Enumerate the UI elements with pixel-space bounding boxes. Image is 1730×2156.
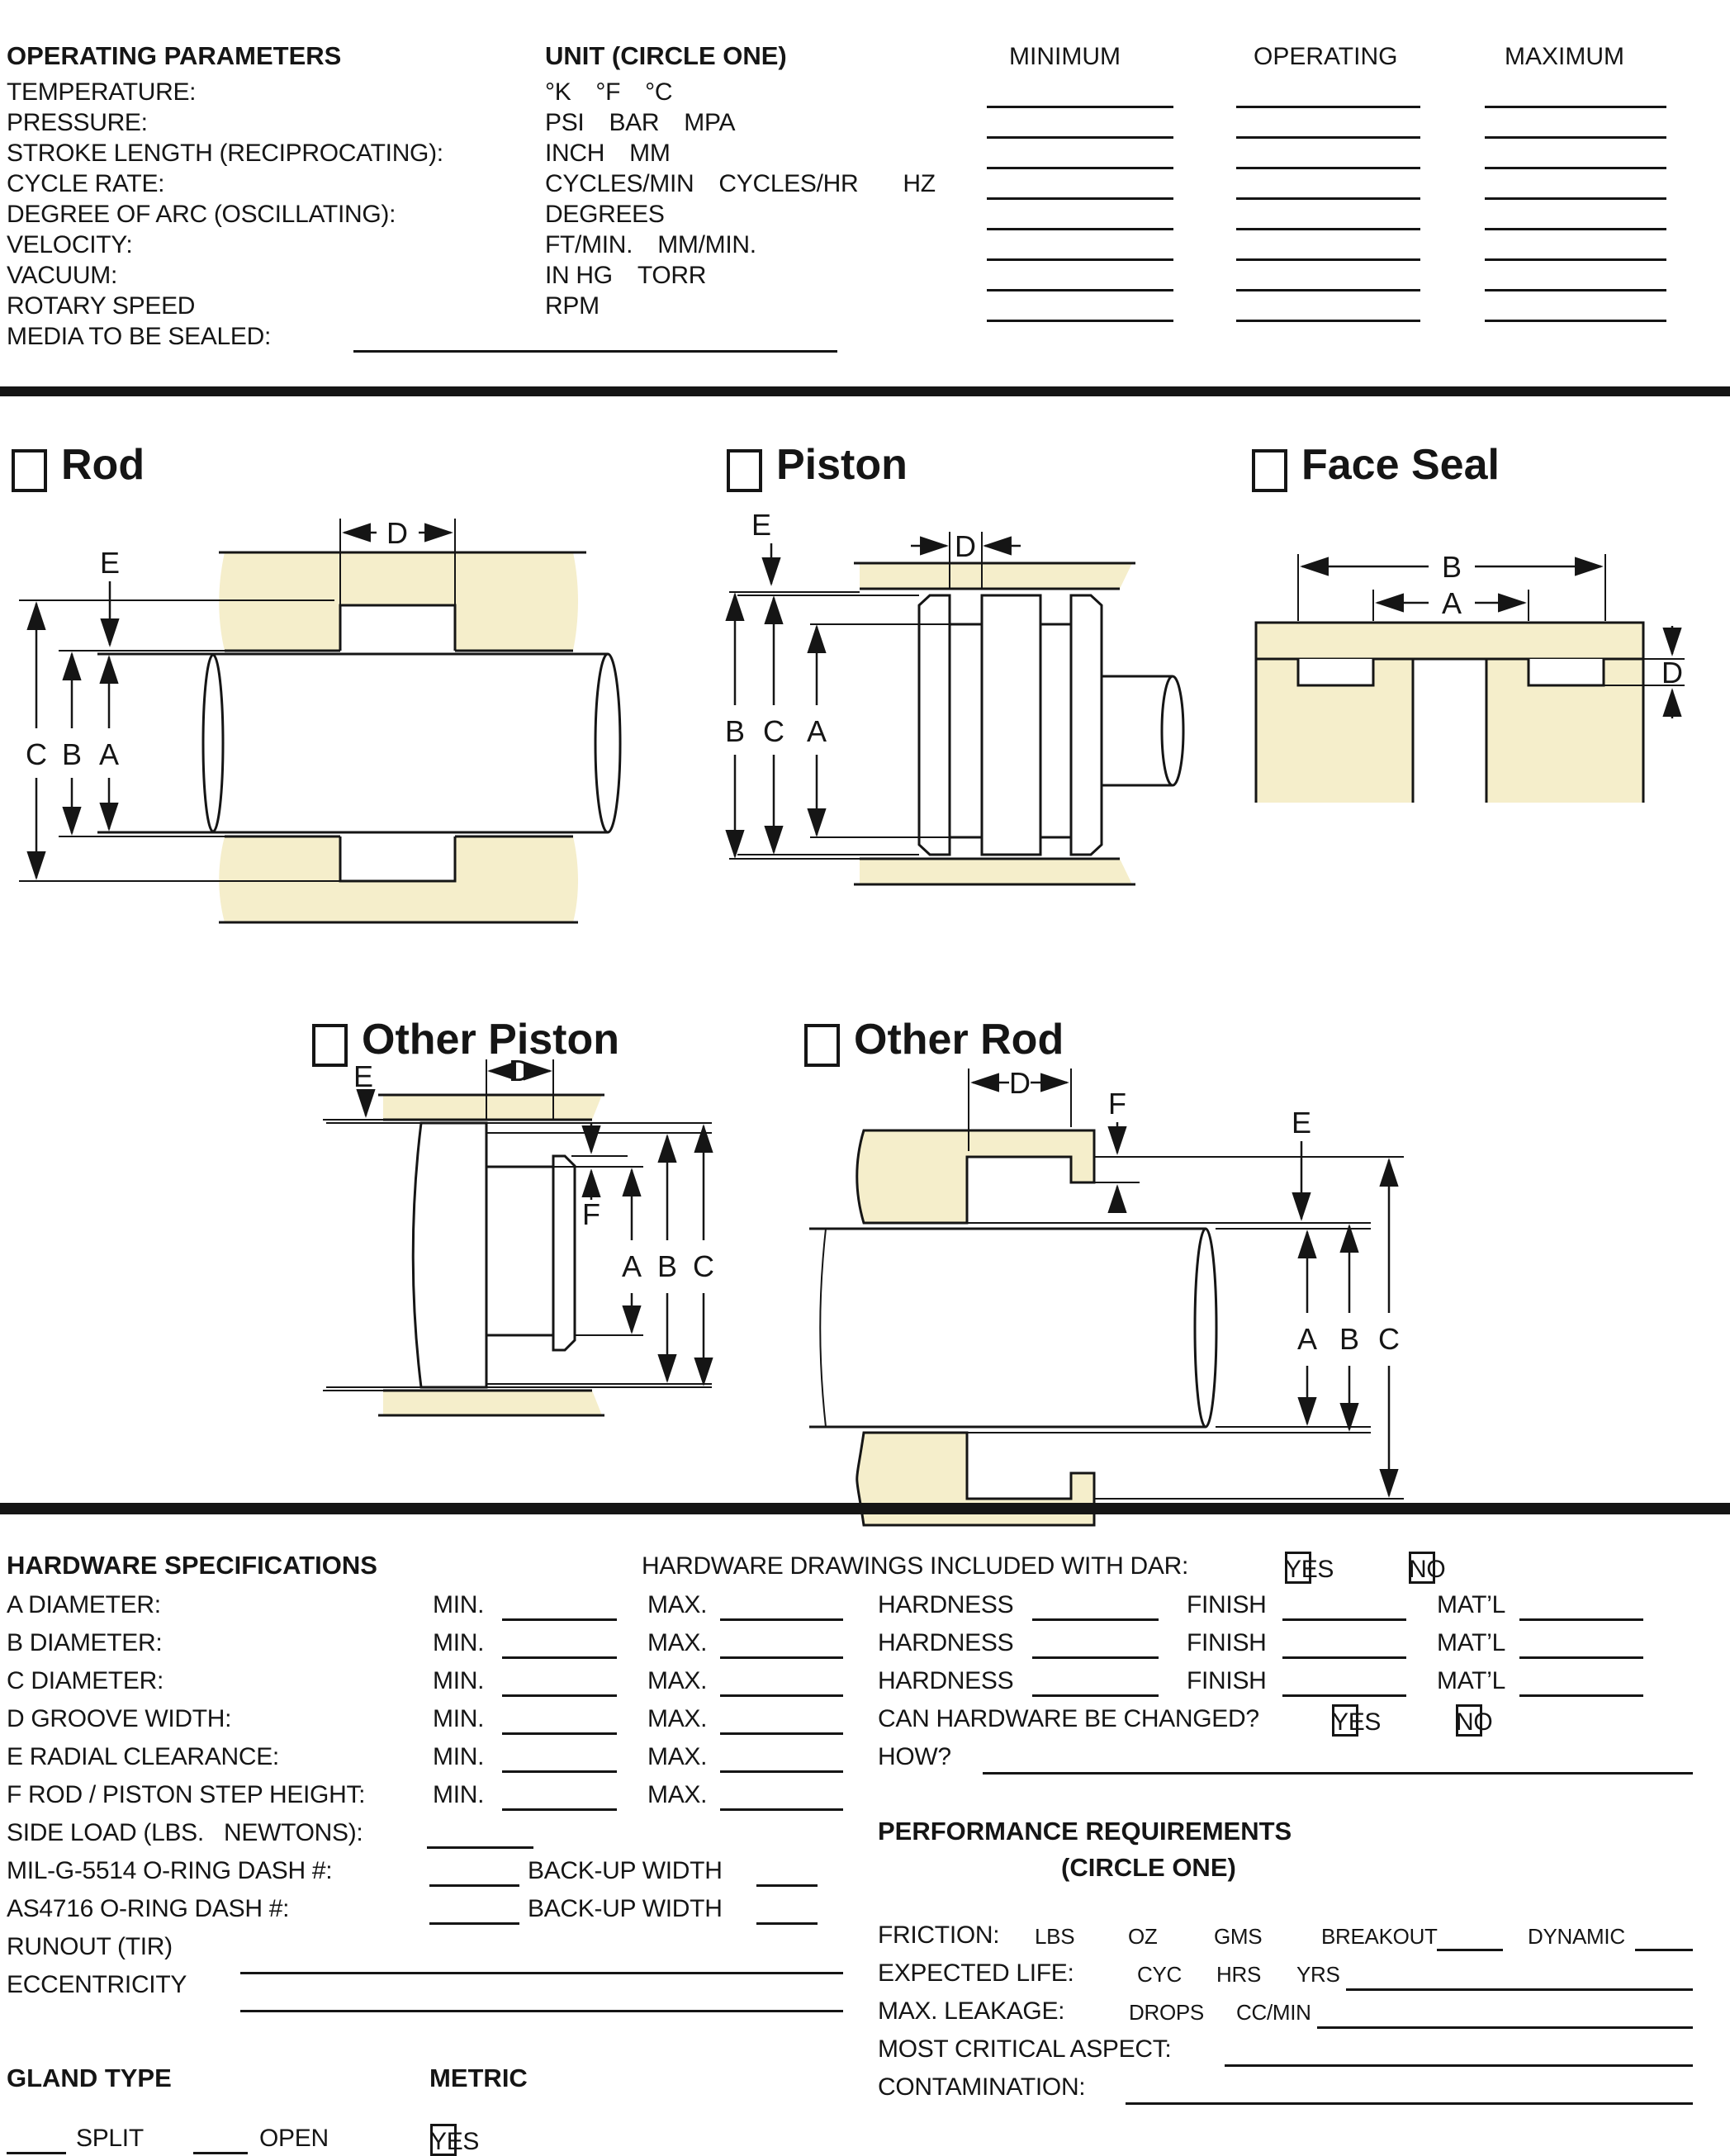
maximum-header: MAXIMUM [1505,43,1624,70]
param-label: PRESSURE: [7,109,148,136]
face-seal-dim-d: D [1661,656,1683,689]
min-label: MIN. [433,1667,485,1694]
change-yes-label: YES [1332,1708,1382,1736]
circle-one-subtitle: (CIRCLE ONE) [1061,1853,1236,1882]
param-row-media [0,321,1730,351]
matl-blank[interactable] [1519,1594,1643,1621]
other-piston-dim-e: E [353,1059,374,1093]
spec-row-f-step-height [0,1779,1730,1809]
spec-label: D GROOVE WIDTH: [7,1705,232,1732]
max-leakage-row [0,1996,1730,2026]
param-label: CYCLE RATE: [7,170,165,197]
breakout-blank[interactable] [1437,1924,1503,1951]
spec-label: F ROD / PISTON STEP HEIGHT: [7,1781,366,1808]
unit-option[interactable]: °K [545,78,571,106]
other-piston-heading: Other Piston [362,1016,620,1064]
eccentricity-label: ECCENTRICITY [7,1971,187,1998]
hardware-title: HARDWARE SPECIFICATIONS [7,1551,377,1580]
other-piston-dim-f: F [582,1197,600,1231]
as-oring-row [0,1893,1730,1923]
operating-blank[interactable] [1236,142,1420,169]
life-unit-hrs[interactable]: HRS [1216,1962,1261,1987]
other-rod-dim-f: F [1108,1087,1126,1121]
metric-yes-label: YES [430,2128,480,2155]
finish-label: FINISH [1187,1667,1267,1694]
hardness-label: HARDNESS [878,1591,1014,1618]
other-rod-diagram [793,1032,1445,1528]
max-blank[interactable] [720,1594,843,1621]
piston-dim-a: A [806,714,827,748]
param-label: VACUUM: [7,262,118,289]
friction-label: FRICTION: [878,1921,1000,1949]
unit-option[interactable]: CYCLES/HR [718,170,859,197]
side-load-label: SIDE LOAD (LBS. NEWTONS): [7,1819,363,1846]
rod-dim-b: B [61,737,83,771]
media-blank[interactable] [353,325,837,353]
unit-option[interactable]: IN HG [545,262,613,289]
minimum-blank[interactable] [987,111,1173,139]
piston-dim-c: C [763,714,784,748]
operating-blank[interactable] [1236,203,1420,230]
dar-drawings-label: HARDWARE DRAWINGS INCLUDED WITH DAR: [642,1552,1188,1580]
friction-unit-oz[interactable]: OZ [1128,1924,1158,1949]
unit-header: UNIT (CIRCLE ONE) [545,41,787,70]
maximum-blank[interactable] [1485,111,1666,139]
performance-subtitle-row [0,1853,1730,1883]
contamination-label: CONTAMINATION: [878,2073,1086,2101]
max-label: MAX. [647,1667,708,1694]
face-seal-dim-a: A [1441,586,1462,620]
maximum-blank[interactable] [1485,234,1666,261]
max-blank[interactable] [720,1746,843,1773]
dar-no-label: NO [1409,1556,1446,1583]
finish-label: FINISH [1187,1629,1267,1656]
friction-row [0,1920,1730,1950]
spec-row-c-diameter [0,1666,1730,1695]
unit-option[interactable]: °C [645,78,673,106]
other-piston-dim-a: A [621,1249,642,1283]
unit-option[interactable]: PSI [545,109,585,136]
unit-option[interactable]: MPA [684,109,736,136]
how-blank[interactable] [983,1747,1693,1775]
spec-row-d-groove-width [0,1703,1730,1736]
maximum-blank[interactable] [1485,295,1666,322]
gland-options-row [0,2123,1730,2153]
other-rod-dim-a: A [1296,1322,1318,1356]
operating-blank[interactable] [1236,234,1420,261]
min-label: MIN. [433,1743,485,1770]
other-piston-dim-b: B [656,1249,678,1283]
max-blank[interactable] [720,1784,843,1811]
leakage-unit-ccmin[interactable]: CC/MIN [1236,2000,1311,2025]
maximum-blank[interactable] [1485,173,1666,200]
operating-header-row [0,41,1730,71]
piston-dim-d: D [955,529,976,563]
runout-label: RUNOUT (TIR) [7,1933,173,1960]
rod-dim-e: E [99,546,121,580]
open-blank[interactable] [193,2127,248,2154]
unit-option[interactable]: TORR [637,262,707,289]
minimum-blank[interactable] [987,173,1173,200]
unit-option[interactable]: DEGREES [545,201,665,228]
max-blank[interactable] [720,1632,843,1659]
spec-label: C DIAMETER: [7,1667,164,1694]
gland-header-row [0,2064,1730,2093]
matl-label: MAT’L [1437,1667,1505,1694]
finish-blank[interactable] [1282,1670,1406,1697]
maximum-blank[interactable] [1485,142,1666,169]
unit-option[interactable]: BAR [609,109,660,136]
finish-label: FINISH [1187,1591,1267,1618]
max-leakage-label: MAX. LEAKAGE: [878,1997,1065,2025]
face-seal-diagram [1239,528,1730,809]
min-label: MIN. [433,1629,485,1656]
matl-blank[interactable] [1519,1632,1643,1659]
as-oring-label: AS4716 O-RING DASH #: [7,1895,290,1922]
media-label: MEDIA TO BE SEALED: [7,323,271,350]
split-label: SPLIT [76,2125,144,2152]
other-piston-dim-d: D [509,1054,530,1087]
hardness-blank[interactable] [1032,1632,1159,1659]
param-label: VELOCITY: [7,231,133,258]
maximum-blank[interactable] [1485,203,1666,230]
breakout-label: BREAKOUT [1321,1924,1438,1949]
min-blank[interactable] [502,1708,617,1735]
other-rod-dim-c: C [1378,1322,1400,1356]
other-piston-dim-c: C [693,1249,714,1283]
critical-aspect-row [0,2034,1730,2064]
other-piston-diagram [281,1032,784,1495]
operating-blank[interactable] [1236,173,1420,200]
param-row-degree-of-arc [0,199,1730,229]
friction-unit-lbs[interactable]: LBS [1035,1924,1075,1949]
rod-dim-a: A [98,737,120,771]
spec-label: E RADIAL CLEARANCE: [7,1743,279,1770]
unit-option[interactable]: MM/MIN. [657,231,756,258]
matl-label: MAT’L [1437,1591,1505,1618]
max-leakage-blank[interactable] [1317,2002,1693,2029]
param-row-cycle-rate [0,168,1730,198]
max-label: MAX. [647,1629,708,1656]
minimum-blank[interactable] [987,142,1173,169]
other-rod-dim-b: B [1339,1322,1360,1356]
operating-header: OPERATING [1254,43,1398,70]
minimum-blank[interactable] [987,264,1173,291]
can-change-label: CAN HARDWARE BE CHANGED? [878,1705,1259,1732]
matl-blank[interactable] [1519,1670,1643,1697]
life-unit-yrs[interactable]: YRS [1296,1962,1340,1987]
hardness-label: HARDNESS [878,1629,1014,1656]
min-blank[interactable] [502,1784,617,1811]
rod-checkbox[interactable] [12,449,47,492]
min-blank[interactable] [502,1670,617,1697]
hardness-label: HARDNESS [878,1667,1014,1694]
max-label: MAX. [647,1705,708,1732]
finish-blank[interactable] [1282,1632,1406,1659]
min-label: MIN. [433,1705,485,1732]
spec-label: A DIAMETER: [7,1591,161,1618]
piston-dim-e: E [751,508,772,542]
matl-label: MAT’L [1437,1629,1505,1656]
maximum-blank[interactable] [1485,81,1666,108]
param-row-vacuum [0,260,1730,290]
min-blank[interactable] [502,1746,617,1773]
hardness-blank[interactable] [1032,1670,1159,1697]
unit-option[interactable]: FT/MIN. [545,231,633,258]
split-blank[interactable] [7,2127,66,2154]
dar-yes-label: YES [1285,1556,1334,1583]
max-blank[interactable] [720,1708,843,1735]
rod-diagram [8,495,644,933]
backup-width-label: BACK-UP WIDTH [528,1857,723,1884]
performance-title-row [0,1817,1730,1846]
piston-dim-b: B [724,714,746,748]
unit-option[interactable]: RPM [545,292,600,320]
spec-row-a-diameter [0,1590,1730,1619]
face-seal-heading: Face Seal [1301,441,1500,489]
unit-option[interactable]: HZ [903,170,936,197]
rod-dim-d: D [386,516,408,550]
operating-blank[interactable] [1236,264,1420,291]
unit-option[interactable]: CYCLES/MIN [545,170,694,197]
operating-blank[interactable] [1236,295,1420,322]
other-rod-dim-d: D [1009,1066,1031,1100]
spec-label: B DIAMETER: [7,1629,163,1656]
param-label: DEGREE OF ARC (OSCILLATING): [7,201,396,228]
other-rod-dim-e: E [1291,1106,1312,1140]
expected-life-row [0,1958,1730,1988]
expected-life-label: EXPECTED LIFE: [878,1959,1074,1987]
face-seal-checkbox[interactable] [1252,449,1287,492]
minimum-blank[interactable] [987,81,1173,108]
minimum-blank[interactable] [987,295,1173,322]
param-row-temperature [0,77,1730,107]
operating-title: OPERATING PARAMETERS [7,41,342,70]
param-row-rotary-speed [0,291,1730,320]
finish-blank[interactable] [1282,1594,1406,1621]
minimum-blank[interactable] [987,234,1173,261]
dynamic-label: DYNAMIC [1528,1924,1625,1949]
param-row-pressure [0,107,1730,137]
friction-unit-gms[interactable]: GMS [1214,1924,1263,1949]
open-label: OPEN [259,2125,329,2152]
max-blank[interactable] [720,1670,843,1697]
max-label: MAX. [647,1781,708,1808]
minimum-header: MINIMUM [1009,43,1121,70]
hardness-blank[interactable] [1032,1594,1159,1621]
min-blank[interactable] [502,1594,617,1621]
other-rod-heading: Other Rod [854,1016,1064,1064]
piston-heading: Piston [776,441,908,489]
metric-title: METRIC [429,2064,528,2092]
how-label: HOW? [878,1743,951,1770]
leakage-unit-drops[interactable]: DROPS [1129,2000,1204,2025]
piston-diagram [710,495,1272,958]
min-label: MIN. [433,1781,485,1808]
performance-title: PERFORMANCE REQUIREMENTS [878,1817,1292,1846]
gland-type-title: GLAND TYPE [7,2064,172,2092]
face-seal-dim-b: B [1441,550,1462,584]
piston-checkbox[interactable] [727,449,762,492]
rod-heading: Rod [61,441,145,489]
operating-blank[interactable] [1236,111,1420,139]
max-label: MAX. [647,1743,708,1770]
rod-dim-c: C [26,737,47,771]
critical-aspect-label: MOST CRITICAL ASPECT: [878,2035,1172,2063]
param-row-velocity [0,230,1730,259]
unit-option[interactable]: °F [595,78,621,106]
min-label: MIN. [433,1591,485,1618]
param-label: STROKE LENGTH (RECIPROCATING): [7,140,443,167]
min-blank[interactable] [502,1632,617,1659]
hardware-header-row [0,1551,1730,1583]
unit-option[interactable]: MM [629,140,671,167]
maximum-blank[interactable] [1485,264,1666,291]
life-unit-cyc[interactable]: CYC [1137,1962,1182,1987]
spec-row-e-radial-clearance [0,1741,1730,1771]
spec-row-b-diameter [0,1628,1730,1657]
minimum-blank[interactable] [987,203,1173,230]
section-divider [0,1503,1730,1514]
operating-blank[interactable] [1236,81,1420,108]
section-divider [0,386,1730,396]
param-label: ROTARY SPEED [7,292,196,320]
dynamic-blank[interactable] [1635,1924,1693,1951]
param-row-stroke-length [0,138,1730,168]
param-label: TEMPERATURE: [7,78,197,106]
expected-life-blank[interactable] [1346,1964,1693,1991]
backup-width-label: BACK-UP WIDTH [528,1895,723,1922]
change-no-label: NO [1456,1708,1493,1736]
max-label: MAX. [647,1591,708,1618]
mil-oring-label: MIL-G-5514 O-RING DASH #: [7,1857,333,1884]
unit-option[interactable]: INCH [545,140,605,167]
